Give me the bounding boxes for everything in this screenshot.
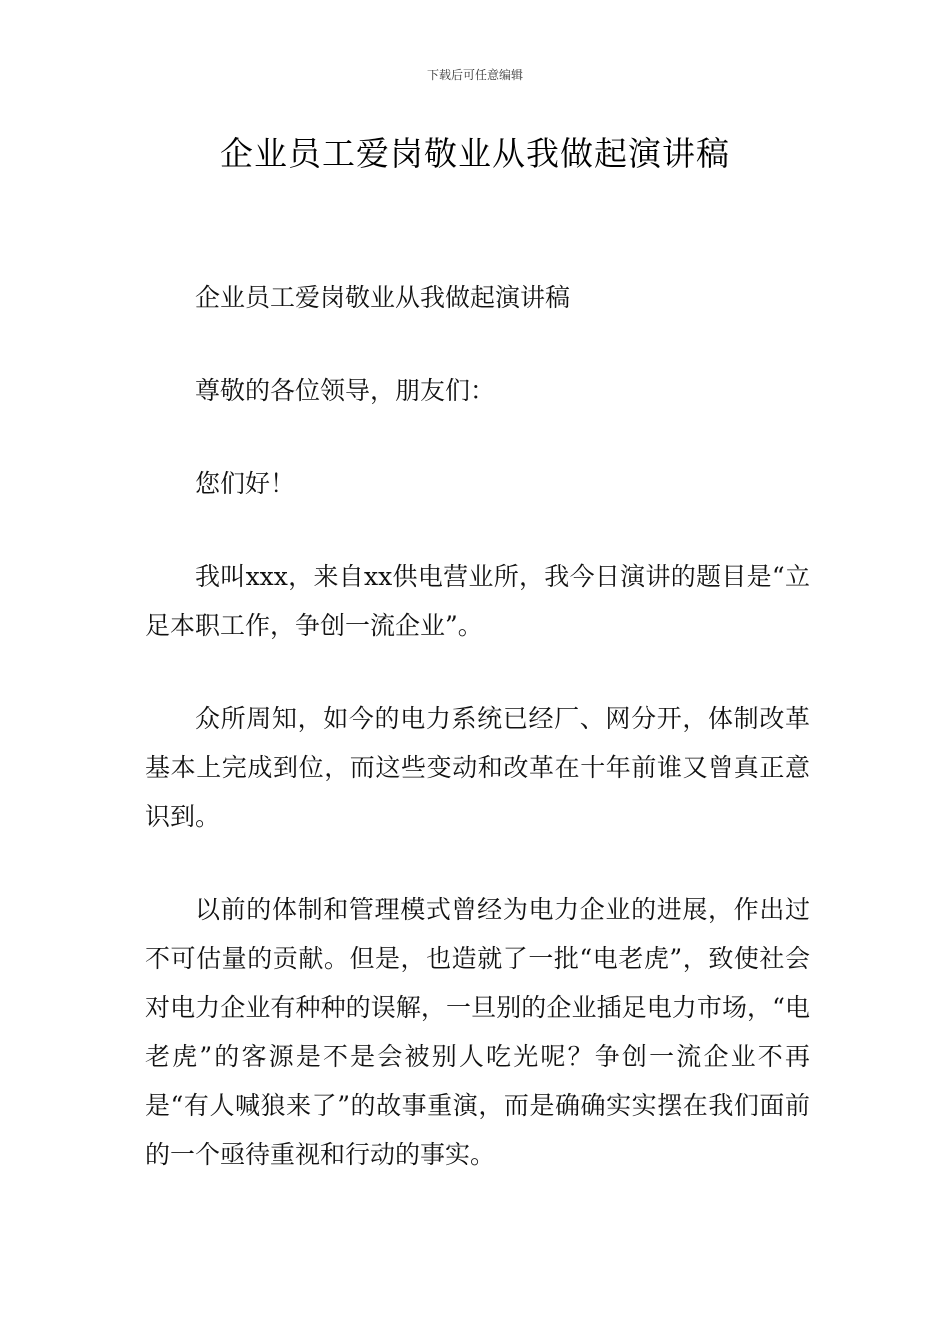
document-body [145, 273, 810, 1223]
paragraph-body-1: 众所周知，如今的电力系统已经厂、网分开，体制改革基本上完成到位，而这些变动和改革在十年前谁又曾真正意识到。 [145, 704, 810, 831]
header-note: 下载后可任意编辑 [426, 68, 523, 82]
paragraph-body-2: 以前的体制和管理模式曾经为电力企业的进展，作出过不可估量的贡献。但是，也造就了一批“电老虎”，致使社会对电力企业有种种的误解，一旦别的企业插足电力市场，“电老虎”的客源是不是会被别人吃光呢？争创一流企业不再是“有人喊狼来了”的故事重演，而是确确实实摆在我们面前的一个亟待重视和行动的事实。 [145, 895, 810, 1169]
paragraph-greeting: 您们好！ [195, 469, 296, 498]
document-title: 企业员工爱岗敬业从我做起演讲稿 [220, 134, 730, 173]
paragraph-subtitle: 企业员工爱岗敬业从我做起演讲稿 [195, 283, 571, 312]
paragraph-salutation: 尊敬的各位领导，朋友们： [195, 376, 496, 405]
paragraph-introduction: 我叫xxx，来自xx供电营业所，我今日演讲的题目是“立足本职工作，争创一流企业”。 [145, 562, 810, 640]
